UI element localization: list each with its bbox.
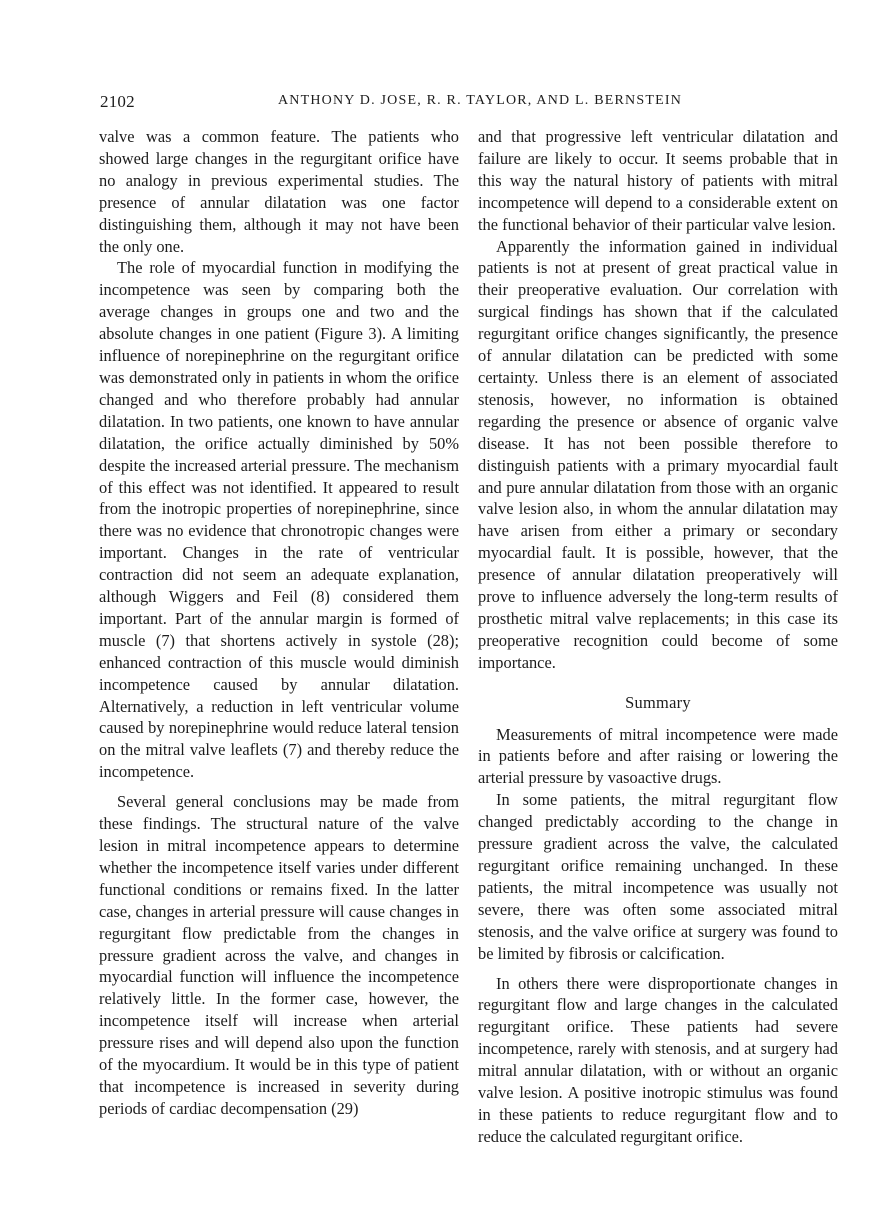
paragraph: valve was a common feature. The patients who showed large changes in the regurgitant orifice have no analogy in previous experimental studies. The presence of annular dilatation was one factor distinguishing them, although it may not have been the only one. (99, 127, 459, 256)
paragraph: The role of myocardial function in modifying the incompetence was seen by comparing both the average changes in groups one and two and the absolute changes in one patient (Figure 3). A limiting influence of norepinephrine on the regurgitant orifice was demonstrated only in patients in whom the orifice changed and who therefore probably had annular dilatation. In two patients, one known to have annular dilatation, the orifice actually diminished by 50% despite the increased arterial pressure. The mechanism of this effect was not identified. It appeared to result from the inotropic properties of norepinephrine, since there was no evidence that chronotropic changes were important. Changes in the rate of ventricular contraction did not seem an adequate explanation, although Wiggers and Feil (8) considered them important. Part of the annular margin is formed of muscle (7) that shortens actively in systole (28); enhanced contraction of this muscle would diminish incompetence caused by annular dilatation. Alternatively, a reduction in left ventricular volume caused by norepinephrine would reduce lateral tension on the mitral valve leaflets (7) and thereby reduce the incompetence. (99, 258, 459, 782)
section-heading: Summary (625, 692, 691, 712)
page-header (0, 92, 890, 116)
paragraph: Apparently the information gained in individual patients is not at present of great practical value in their preoperative evaluation. Our correlation with surgical findings has shown that if the calculated regurgitant orifice changes significantly, the presence of annular dilatation can be predicted with some certainty. Unless there is an element of associated stenosis, however, no information is obtained regarding the presence or absence of organic valve disease. It has not been possible therefore to distinguish patients with a primary myocardial fault and pure annular dilatation from those with an organic valve lesion also, in whom the annular dilatation may have arisen from either a primary or secondary myocardial fault. It is possible, however, that the presence of annular dilatation preoperatively will prove to influence adversely the long-term results of prosthetic mitral valve replacements; in this case its preoperative recognition could become of some importance. (478, 236, 838, 672)
summary-paragraph: In some patients, the mitral regurgitant flow changed predictably according to the change in pressure gradient across the valve, the calculated regurgitant orifice remaining unchanged. In these patients, the mitral incompetence was usually not severe, there was often some associated mitral stenosis, and the valve orifice at surgery was found to be limited by fibrosis or calcification. (478, 790, 838, 963)
left-column (99, 126, 459, 1120)
summary-paragraph: In others there were disproportionate changes in regurgitant flow and large changes in the calculated regurgitant orifice. These patients had severe incompetence, rarely with stenosis, and at surgery had mitral annular dilatation, with or without an organic valve lesion. A positive inotropic stimulus was found in these patients to reduce regurgitant flow and to reduce the calculated regurgitant orifice. (478, 973, 838, 1146)
right-column (478, 126, 838, 1148)
paragraph: and that progressive left ventricular dilatation and failure are likely to occur. It seems probable that in this way the natural history of patients with mitral incompetence will depend to a considerable extent on the functional behavior of their particular valve lesion. (478, 127, 838, 234)
running-head: ANTHONY D. JOSE, R. R. TAYLOR, AND L. BERNSTEIN (278, 93, 683, 108)
summary-paragraph: Measurements of mitral incompetence were made in patients before and after raising or lowering the arterial pressure by vasoactive drugs. (478, 724, 838, 788)
paragraph: Several general conclusions may be made from these findings. The structural nature of the valve lesion in mitral incompetence appears to determine whether the incompetence itself varies under different functional conditions or remains fixed. In the latter case, changes in arterial pressure will cause changes in regurgitant flow predictable from the changes in pressure gradient across the valve, and changes in myocardial function will influence the incompetence relatively little. In the former case, however, the incompetence itself will increase when arterial pressure rises and will depend also upon the function of the myocardium. It would be in this type of patient that incompetence is increased in severity during periods of cardiac decompensation (29) (99, 792, 459, 1118)
page-number: 2102 (100, 92, 135, 111)
